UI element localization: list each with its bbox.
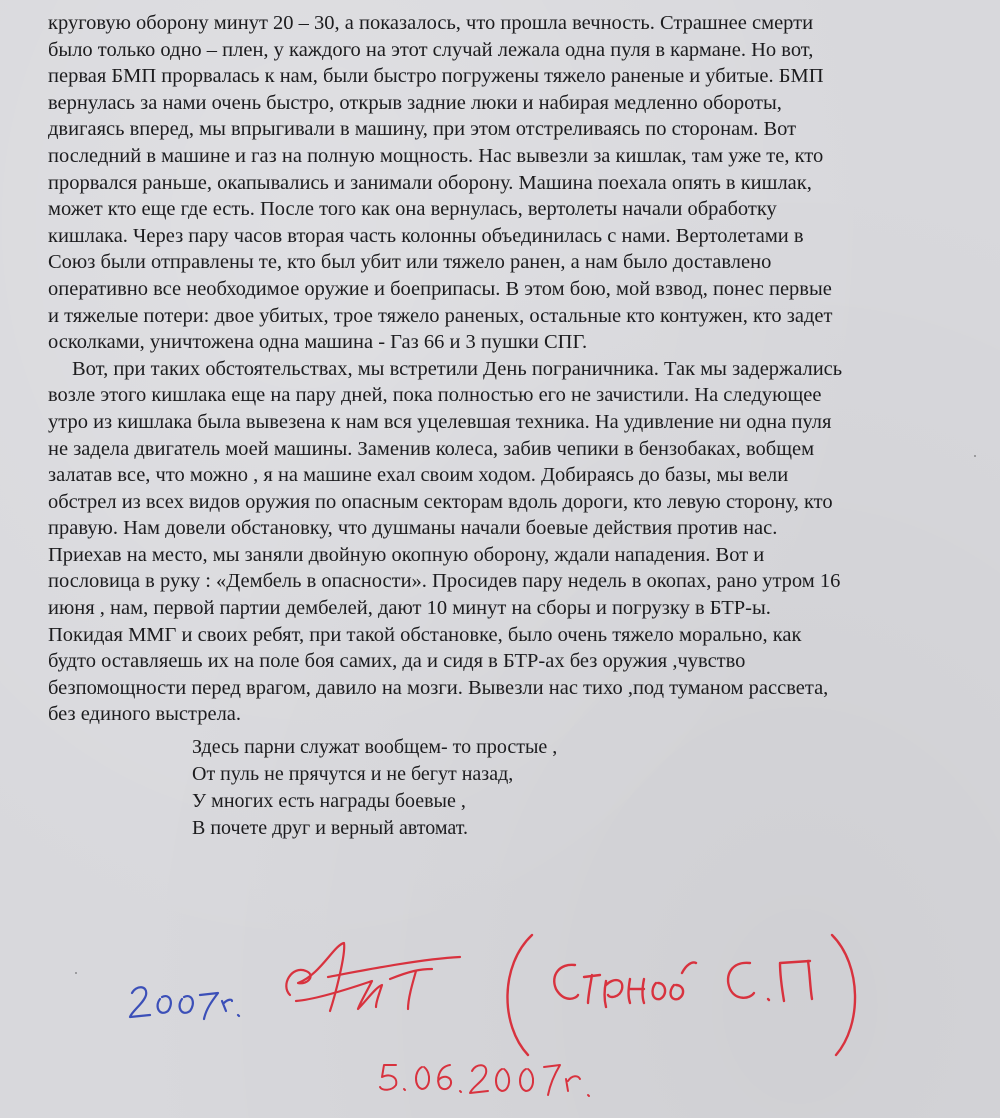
text-line: безпомощности перед врагом, давило на мозги. Вывезли нас тихо ,под туманом рассвета, [48, 676, 829, 699]
poem-stanza [192, 734, 557, 842]
text-line: обстрел из всех видов оружия по опасным секторам вдоль дороги, кто левую сторону, кто [48, 490, 833, 513]
text-line: оперативно все необходимое оружие и боеприпасы. В этом бою, мой взвод, понес первые [48, 277, 832, 300]
text-line: будто оставляешь их на поле боя самих, да и сидя в БТР-ах без оружия ,чувство [48, 650, 746, 673]
text-line: осколками, уничтожена одна машина - Газ 66 и 3 пушки СПГ. [48, 331, 588, 354]
handwritten-year [130, 987, 239, 1019]
text-line: утро из кишлака была вывезена к нам вся уцелевшая техника. На удивление ни одна пуля [48, 410, 832, 433]
text-line: Покидая ММГ и своих ребят, при такой обстановке, было очень тяжело морально, как [48, 623, 802, 646]
text-line: и тяжелые потери: двое убитых, трое тяжело раненых, остальные кто контужен, кто задет [48, 304, 833, 327]
poem-line: От пуль не прячутся и не бегут назад, [192, 763, 514, 785]
body-text [48, 10, 953, 728]
text-line: первая БМП прорвалась к нам, были быстро погружены тяжело раненые и убитые. БМП [48, 65, 824, 88]
text-line: вернулась за нами очень быстро, открыв задние люки и набирая медленно обороты, [48, 91, 782, 114]
signature-name [507, 935, 855, 1055]
poem-line: Здесь парни служат вообщем- то простые , [192, 736, 558, 758]
text-line: без единого выстрела. [48, 703, 242, 726]
text-line: правую. Нам довели обстановку, что душманы начали боевые действия против нас. [48, 517, 778, 540]
handwritten-signature [120, 915, 880, 1115]
signature-scribble [286, 943, 460, 1011]
handwritten-date [380, 1065, 589, 1096]
text-line: может кто еще где есть. После того как она вернулась, вертолеты начали обработку [48, 198, 777, 221]
text-line: было только одно – плен, у каждого на этот случай лежала одна пуля в кармане. Но вот, [48, 38, 814, 61]
text-line: двигаясь вперед, мы впрыгивали в машину, при этом отстреливаясь по сторонам. Вот [48, 118, 797, 141]
text-line: круговую оборону минут 20 – 30, а показалось, что прошла вечность. Страшнее смерти [48, 12, 814, 34]
text-line: залатав все, что можно , я на машине ехал своим ходом. Добираясь до базы, мы вели [48, 464, 789, 487]
text-line: Приехав на место, мы заняли двойную окопную оборону, ждали нападения. Вот и [48, 543, 765, 566]
text-line: возле этого кишлака еще на пару дней, пока полностью его не зачистили. На следующее [48, 384, 822, 407]
text-line: последний в машине и газ на полную мощность. Нас вывезли за кишлак, там уже те, кто [48, 144, 824, 167]
text-line: кишлака. Через пару часов вторая часть колонны объединилась с нами. Вертолетами в [48, 224, 804, 247]
text-line: пословица в руку : «Дембель в опасности». Просидев пару недель в окопах, рано утром 16 [48, 570, 841, 593]
poem-line: У многих есть награды боевые , [192, 790, 466, 812]
text-line: июня , нам, первой партии дембелей, дают 10 минут на сборы и погрузку в БТР-ы. [48, 597, 771, 620]
text-line: прорвался раньше, окапывались и занимали оборону. Машина поехала опять в кишлак, [48, 171, 812, 194]
text-line: Союз были отправлены те, кто был убит или тяжело ранен, а нам было доставлено [48, 251, 772, 274]
scan-speck [974, 455, 976, 457]
text-line: не задела двигатель моей машины. Заменив колеса, забив чепики в бензобаках, вобщем [48, 437, 815, 460]
paragraph-start-line: Вот, при таких обстоятельствах, мы встретили День пограничника. Так мы задержались [72, 357, 843, 380]
scan-speck [75, 972, 77, 974]
poem-line: В почете друг и верный автомат. [192, 817, 468, 839]
